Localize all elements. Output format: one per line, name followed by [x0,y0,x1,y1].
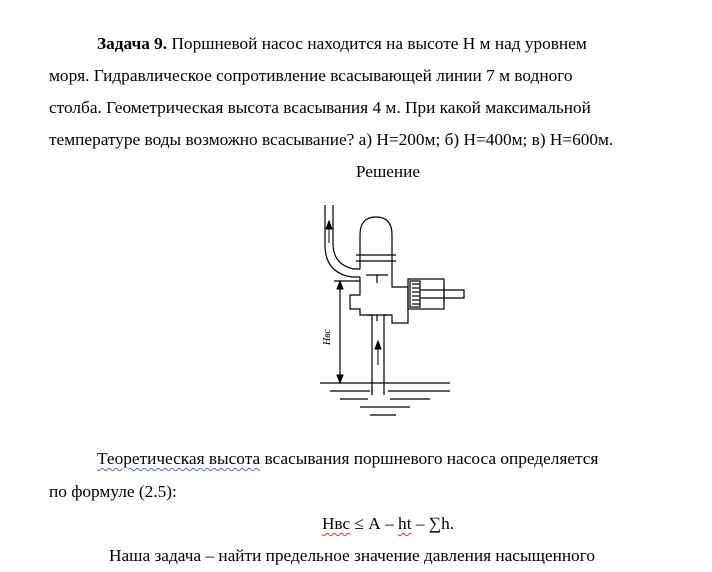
formula-hvs: Нвс [321,514,351,533]
pump-body-left [350,277,372,395]
formula-ht: ht [398,514,412,533]
problem-line-3: столба. Геометрическая высота всасывания 4 м. При какой максимальной [49,98,591,117]
problem-text-1: Поршневой насос находится на высоте Н м над уровнем [171,34,587,53]
problem-line-4: температуре воды возможно всасывание? а) Н=200м; б) Н=400м; в) Н=600м. [49,130,614,149]
discharge-pipe-inner [333,205,360,269]
piston [410,281,420,307]
formula-end: – ∑h. [411,514,455,533]
piston-rod [420,290,464,298]
solution-heading: Решение [355,162,421,181]
arrow-up-icon [375,341,381,349]
pump-body-right [384,269,408,395]
pump-diagram [300,195,470,425]
problem-label: Задача 9. [97,34,168,53]
height-label: Hвс [322,329,333,345]
arrow-up-icon [326,221,332,229]
discharge-pipe-outer [325,205,360,277]
body-line-1-rest: всасывания поршневого насоса определяется [260,449,599,468]
underlined-term: Теоретическая высота [97,449,261,468]
problem-line-2: моря. Гидравлическое сопротивление всасывающей линии 7 м водного [49,66,573,85]
formula-mid: ≤ А – [350,514,399,533]
body-line-1 [49,443,673,475]
problem-line-1 [49,28,673,60]
body-line-2: по формуле (2.5): [49,482,177,501]
body-line-3: Наша задача – найти предельное значение давления насыщенного [109,546,596,565]
formula [32,508,712,540]
